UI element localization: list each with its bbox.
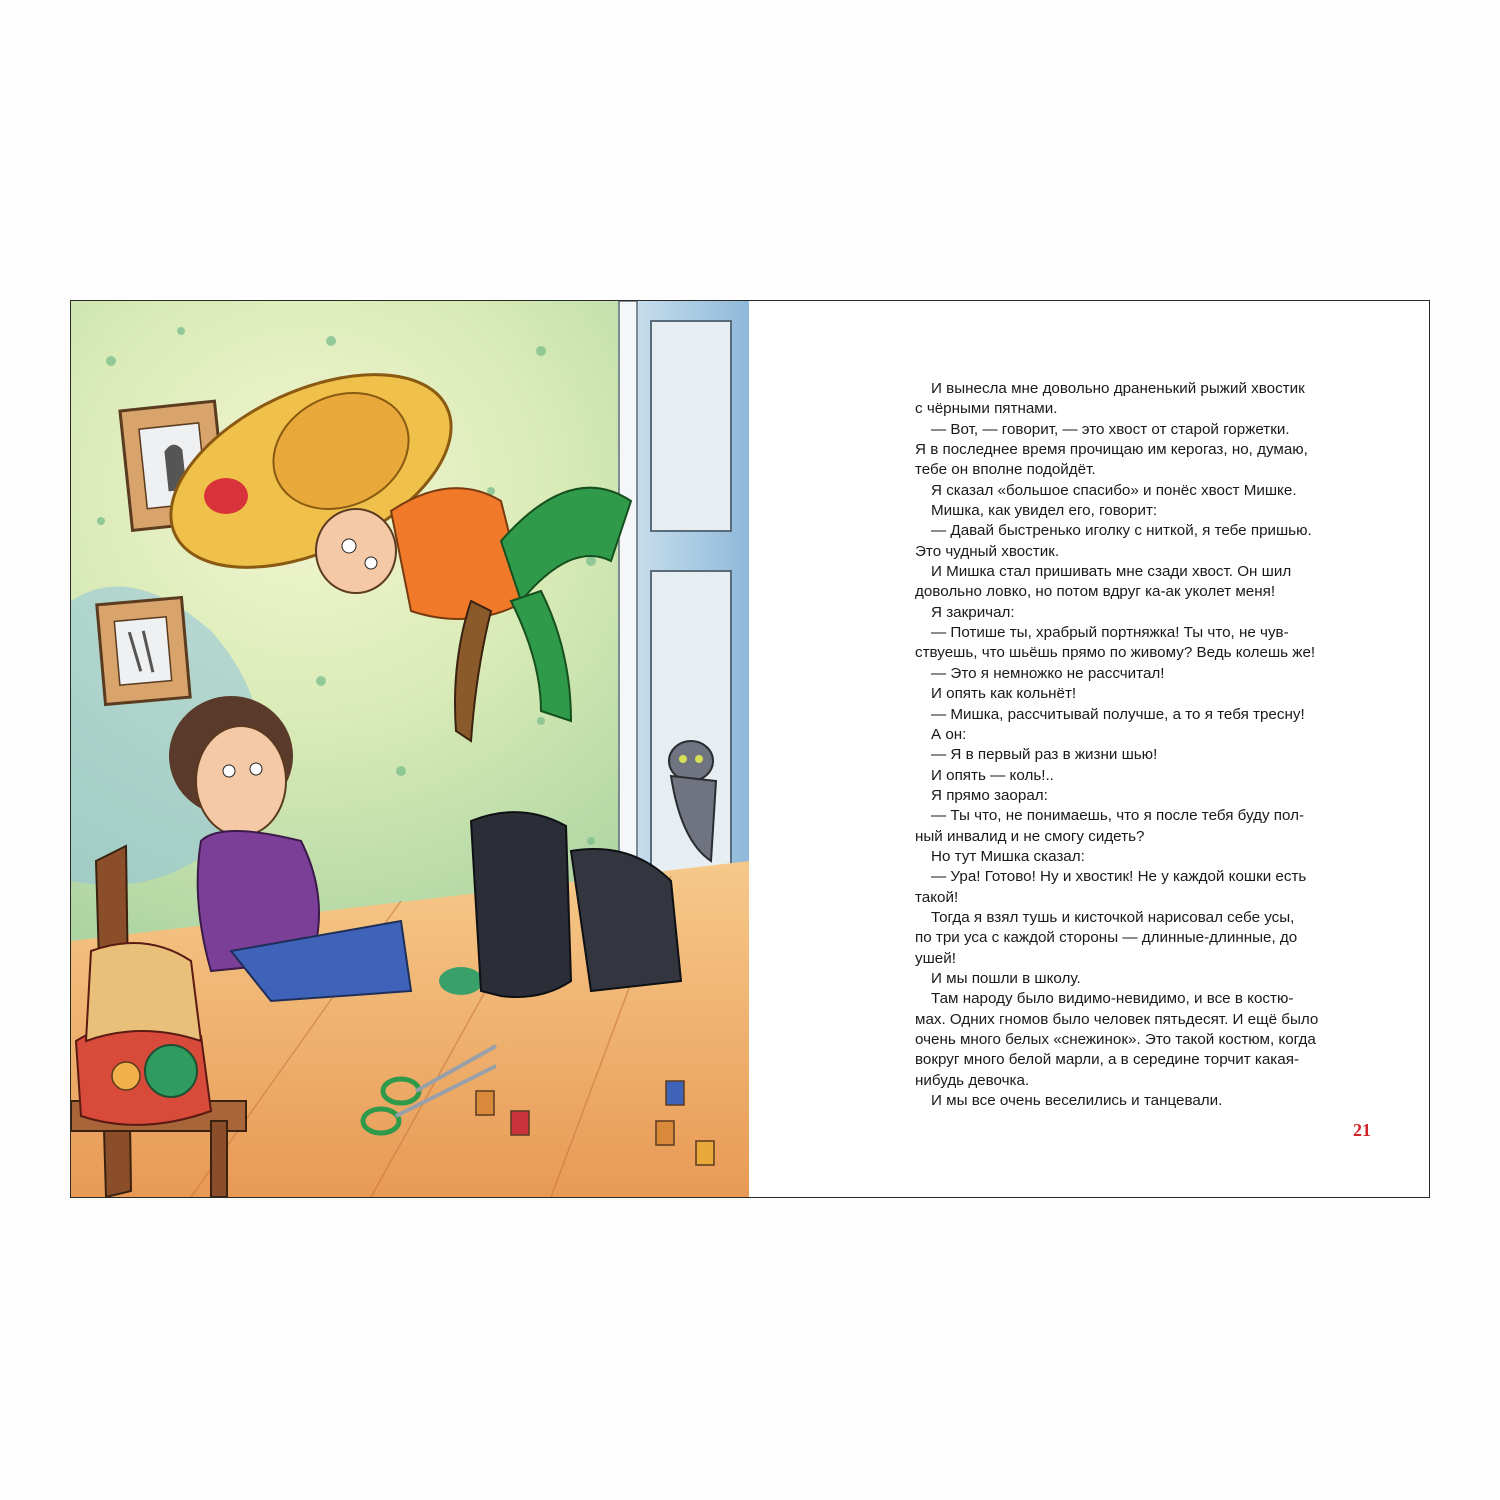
text-line: ный инвалид и не смогу сидеть? bbox=[915, 827, 1145, 845]
text-line: И Мишка стал пришивать мне сзади хвост. Он шил bbox=[931, 563, 1292, 581]
text-line: Я сказал «большое спасибо» и понёс хвост Мишке. bbox=[931, 481, 1297, 499]
text-line: — Ты что, не понимаешь, что я после тебя буду пол- bbox=[931, 807, 1305, 825]
text-line: Там народу было видимо-невидимо, и все в костю- bbox=[931, 990, 1294, 1008]
page-number: 21 bbox=[1353, 1120, 1371, 1140]
text-line: И вынесла мне довольно драненький рыжий хвостик bbox=[931, 380, 1305, 397]
story-text bbox=[915, 379, 1319, 1111]
text-line: ушей! bbox=[915, 949, 956, 967]
text-line: И опять как кольнёт! bbox=[931, 685, 1077, 703]
text-line: довольно ловко, но потом вдруг ка-ак уколет меня! bbox=[915, 583, 1276, 601]
text-line: по три уса с каждой стороны — длинные-длинные, до bbox=[915, 929, 1298, 947]
book-spread bbox=[70, 300, 1430, 1198]
text-line: — Это я немножко не рассчитал! bbox=[931, 664, 1165, 682]
text-line: И мы пошли в школу. bbox=[931, 969, 1081, 987]
text-line: такой! bbox=[915, 888, 959, 906]
text-line: Это чудный хвостик. bbox=[915, 542, 1060, 560]
text-line: Тогда я взял тушь и кисточкой нарисовал себе усы, bbox=[931, 908, 1295, 926]
picture-frame-bottom bbox=[97, 597, 190, 704]
text-line: И опять — коль!.. bbox=[931, 766, 1054, 784]
text-line: с чёрными пятнами. bbox=[915, 400, 1058, 418]
text-line: нибудь девочка. bbox=[915, 1071, 1030, 1089]
text-line: Но тут Мишка сказал: bbox=[931, 847, 1085, 865]
text-line: Я закричал: bbox=[931, 603, 1015, 621]
text-line: Я в последнее время прочищаю им керогаз, но, думаю, bbox=[915, 441, 1308, 459]
text-line: тебе он вполне подойдёт. bbox=[915, 461, 1096, 479]
illustration bbox=[71, 301, 749, 1197]
sewing-box bbox=[76, 943, 211, 1125]
text-line: вокруг много белой марли, а в середине торчит какая- bbox=[915, 1051, 1300, 1069]
text-line: — Потише ты, храбрый портняжка! Ты что, не чув- bbox=[931, 624, 1289, 642]
text-line: Мишка, как увидел его, говорит: bbox=[931, 502, 1158, 520]
text-line: — Мишка, рассчитывай получше, а то я тебя тресну! bbox=[931, 705, 1305, 723]
text-line: очень много белых «снежинок». Это такой костюм, когда bbox=[915, 1031, 1316, 1048]
text-line: — Ура! Готово! Ну и хвостик! Не у каждой кошки есть bbox=[931, 868, 1307, 886]
text-line: — Вот, — говорит, — это хвост от старой горжетки. bbox=[931, 420, 1290, 438]
text-line: И мы все очень веселились и танцевали. bbox=[931, 1092, 1223, 1110]
text-line: — Я в первый раз в жизни шью! bbox=[931, 746, 1158, 764]
text-page bbox=[749, 301, 1429, 1197]
text-line: мах. Одних гномов было человек пятьдесят. И ещё было bbox=[915, 1010, 1319, 1028]
illustration-artwork bbox=[71, 301, 749, 1197]
text-line: — Давай быстренько иголку с ниткой, я тебе пришью. bbox=[931, 522, 1312, 540]
text-line: ствуешь, что шьёшь прямо по живому? Ведь колешь же! bbox=[915, 644, 1316, 662]
text-line: А он: bbox=[931, 725, 967, 743]
text-line: Я прямо заорал: bbox=[931, 786, 1048, 804]
